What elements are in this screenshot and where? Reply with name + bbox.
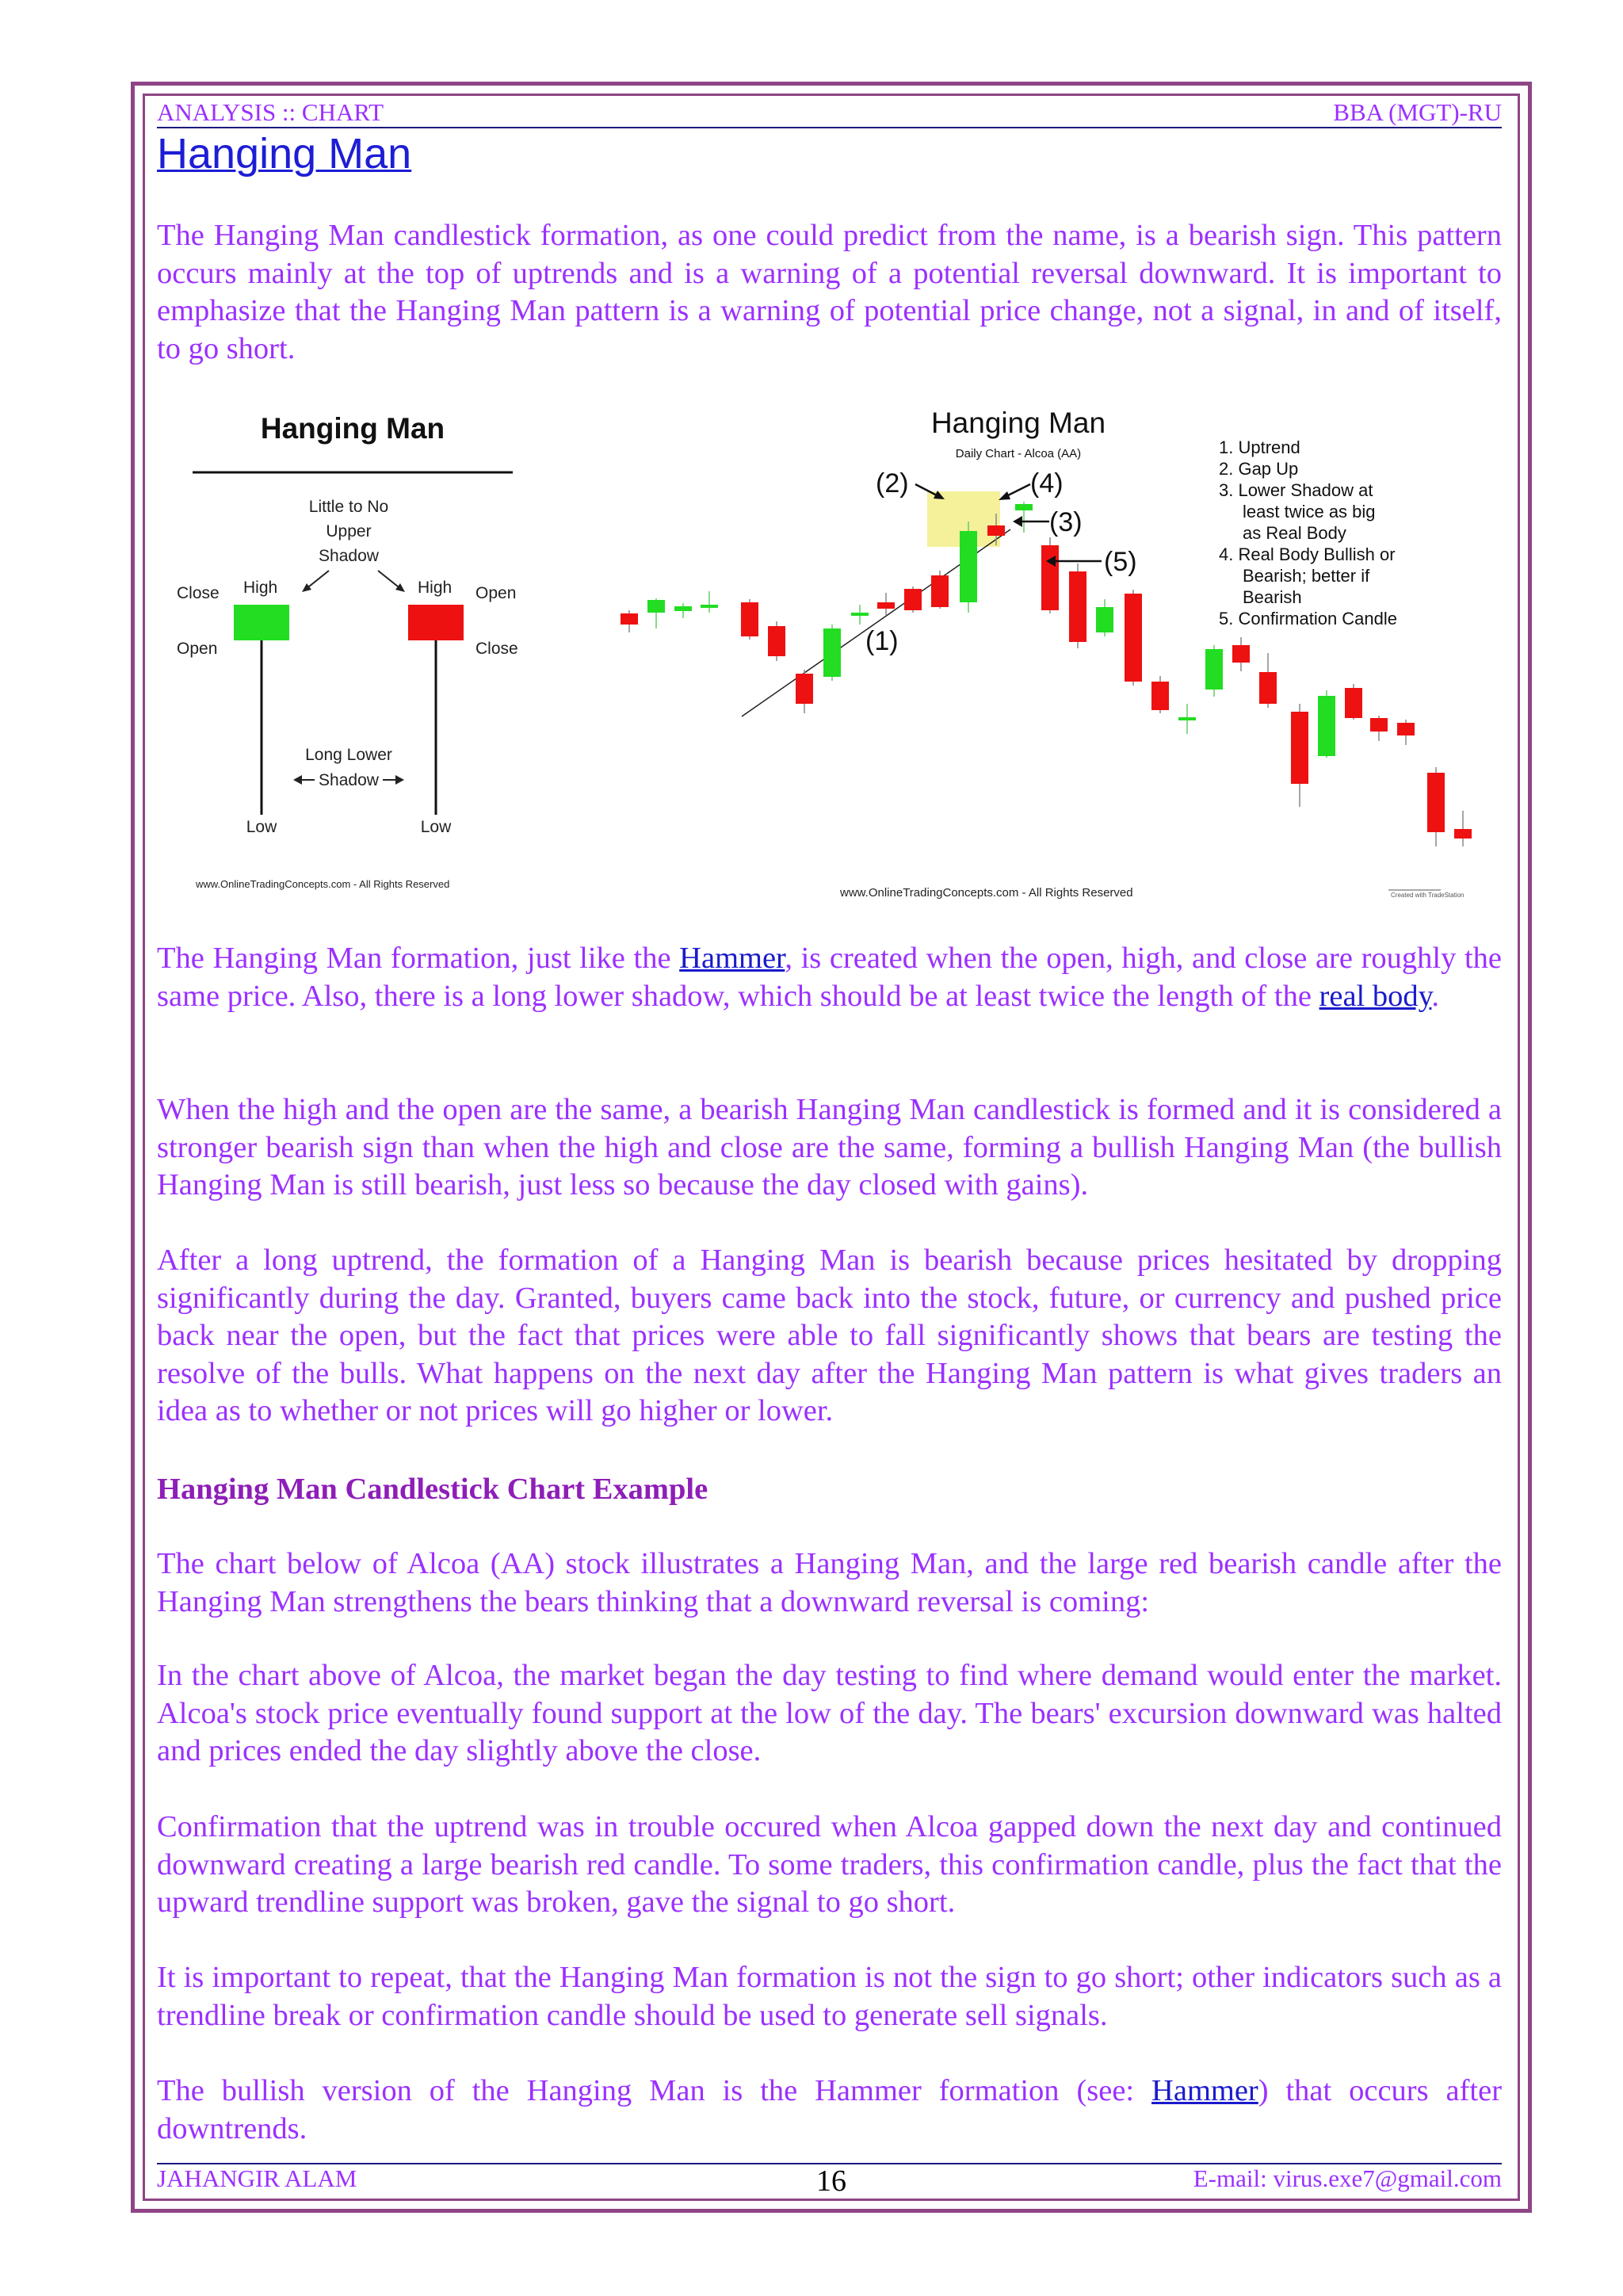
arrow-right-upper-head (395, 583, 405, 592)
candle-body (960, 531, 977, 602)
low-right-label: Low (420, 818, 452, 836)
alcoa-example-chart (555, 403, 1490, 906)
bearish-candle-body (408, 605, 464, 640)
candle-body (1069, 571, 1086, 642)
candle-body (1259, 672, 1277, 704)
candle-body (796, 674, 813, 704)
paragraph-alcoa-support: In the chart above of Alcoa, the market began the day testing to find where demand would enter the market. Alcoa's stock price eventually found support at the low of the day. The bears' excursion downward was halted and prices ended the day slightly above the close. (157, 1659, 1502, 1767)
header-section-label: ANALYSIS :: CHART (157, 98, 384, 126)
hammer-link[interactable]: Hammer (679, 942, 785, 975)
intro-paragraph: The Hanging Man candlestick formation, as one could predict from the name, is a bearish sign. This pattern occurs mainly at the top of uptrends and is a warning of a potential reversal downward. It is important to emphasize that the Hanging Man pattern is a warning of potential price change, not a signal, in and of itself, to go short. (157, 219, 1502, 365)
paragraph-uptrend: After a long uptrend, the formation of a Hanging Man is bearish because prices hesitated by dropping significantly during the day. Granted, buyers came back into the stock, future, or currency and pushed price back near the open, but the fact that prices were able to fall significantly shows that bears are testing the resolve of the bulls. What happens on the next day after the Hanging Man pattern is what gives traders an idea as to whether or not prices will go higher or lower. (157, 1244, 1502, 1427)
paragraph-formation-text-c: . (1431, 979, 1439, 1013)
paragraph-confirmation: Confirmation that the uptrend was in trouble occured when Alcoa gapped down the next day and continued downward creating a large bearish red candle. To some traders, this confirmation candle, plus the fact that the upward trendline support was broken, gave the signal to go short. (157, 1810, 1502, 1919)
marker-3: (3) (1049, 507, 1083, 537)
footer-email: E-mail: virus.exe7@gmail.com (1193, 2164, 1502, 2192)
footer-author: JAHANGIR ALAM (157, 2164, 357, 2192)
candle-body (1205, 649, 1223, 690)
legend-line-2: 2. Gap Up (1219, 459, 1299, 479)
section-subheading: Hanging Man Candlestick Chart Example (157, 1473, 708, 1506)
paragraph-repeat-warning: It is important to repeat, that the Hanging Man formation is not the sign to go short; other indicators such as a trendline break or confirmation candle should be used to generate sell signals. (157, 1961, 1502, 2032)
candle-body (701, 605, 718, 608)
right-high-label: High (418, 579, 453, 597)
page-title: Hanging Man (157, 130, 412, 178)
lower-shadow-label-2: Shadow (319, 771, 379, 789)
left-close-label: Close (177, 584, 220, 602)
candle-body (877, 602, 895, 609)
candle-body (1397, 723, 1415, 735)
candle-body (1427, 773, 1445, 832)
candle-body (1370, 718, 1388, 732)
candle-body (823, 628, 841, 677)
legend-line-8: Bearish (1243, 587, 1302, 607)
marker-5: (5) (1104, 547, 1137, 577)
paragraph-alcoa-intro: The chart below of Alcoa (AA) stock illustrates a Hanging Man, and the large red bearish candle after the Hanging Man strengthens the bears thinking that a downward reversal is coming: (157, 1547, 1502, 1618)
candle-body (1291, 712, 1308, 784)
arrow-left-upper-head (302, 583, 311, 592)
legend-line-6: 4. Real Body Bullish or (1219, 544, 1396, 564)
paragraph-bullish-version (157, 2073, 1502, 2148)
candle-body (741, 602, 758, 636)
candle-body (1041, 545, 1059, 610)
legend-line-1: 1. Uptrend (1219, 437, 1300, 457)
candle-body (1125, 594, 1142, 682)
alcoa-example-chart-svg (555, 403, 1490, 906)
candle-body (674, 606, 692, 611)
right-close-label: Close (475, 640, 518, 658)
example-chart-subtitle: Daily Chart - Alcoa (AA) (955, 447, 1082, 460)
hammer-link-2[interactable]: Hammer (1151, 2074, 1258, 2107)
legend-line-7: Bearish; better if (1243, 566, 1370, 586)
hanging-man-diagram-svg (170, 403, 535, 902)
legend-line-5: as Real Body (1243, 523, 1346, 543)
candle-body (1454, 829, 1472, 839)
page-number: 16 (816, 2164, 846, 2198)
candle-body (1015, 504, 1033, 510)
example-chart-title: Hanging Man (930, 407, 1106, 439)
legend-line-3: 3. Lower Shadow at (1219, 480, 1373, 500)
paragraph-formation (157, 940, 1502, 1015)
paragraph-bullish-text-b: ) that occurs after downtrends. (157, 2074, 1503, 2145)
diagram-footer: www.OnlineTradingConcepts.com - All Rights Reserved (196, 878, 450, 890)
header-course-label: BBA (MGT)-RU (1333, 98, 1502, 126)
left-high-label: High (243, 579, 278, 597)
lower-arrow-right-head (395, 775, 404, 785)
marker-2: (2) (876, 468, 909, 499)
candle-body (904, 589, 922, 610)
paragraph-bullish-text-a: The bullish version of the Hanging Man is the Hammer formation (see: (157, 2074, 1152, 2107)
candle-body (987, 525, 1005, 536)
candle-body (1178, 717, 1196, 720)
candle-body (768, 626, 785, 656)
lower-arrow-left-head (293, 775, 302, 785)
candle-body (1151, 682, 1169, 710)
diagram-title: Hanging Man (260, 412, 445, 445)
paragraph-formation-text-a: The Hanging Man formation, just like the (157, 942, 680, 975)
left-open-label: Open (177, 640, 218, 658)
candle-body (1096, 607, 1113, 632)
marker-4: (4) (1030, 468, 1064, 499)
paragraph-formation-text-b: , is created when the open, high, and close are roughly the same price. Also, there is a long lower shadow, which should be at least twice the length of the (157, 942, 1502, 1013)
upper-shadow-label-2: Upper (326, 522, 372, 541)
low-left-label: Low (246, 818, 277, 836)
candle-body (621, 613, 638, 625)
paragraph-bearish-vs-bullish: When the high and the open are the same, a bearish Hanging Man candlestick is formed and it is considered a stronger bearish sign than when the high and close are the same, forming a bullish Hanging Man (the bullish Hanging Man is still bearish, just less so because the day closed with gains). (157, 1093, 1502, 1201)
candle-body (1345, 688, 1362, 718)
upper-shadow-label-1: Little to No (308, 498, 389, 516)
candle-body (1318, 696, 1335, 756)
bullish-candle-body (234, 605, 289, 640)
lower-shadow-label-1: Long Lower (305, 746, 392, 764)
header-rule (157, 127, 1502, 128)
legend-line-4: least twice as big (1243, 502, 1376, 521)
candle-body (647, 600, 665, 613)
candle-body (1232, 645, 1250, 663)
example-chart-footer: www.OnlineTradingConcepts.com - All Rights Reserved (840, 886, 1133, 900)
example-chart-credit: Created with TradeStation (1391, 892, 1465, 899)
marker-1: (1) (865, 626, 899, 656)
candle-body (851, 613, 869, 616)
real-body-link[interactable]: real body (1319, 979, 1432, 1013)
legend-line-9: 5. Confirmation Candle (1219, 609, 1398, 628)
candle-body (931, 575, 949, 607)
upper-shadow-label-3: Shadow (319, 547, 379, 565)
hanging-man-diagram (170, 403, 535, 902)
chart-plot-background (555, 403, 1490, 858)
right-open-label: Open (475, 584, 517, 602)
